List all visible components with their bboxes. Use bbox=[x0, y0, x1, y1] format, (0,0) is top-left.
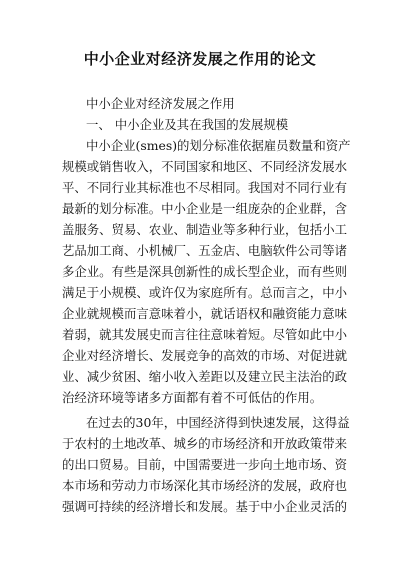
section-heading: 一、 中小企业及其在我国的发展规模 bbox=[86, 117, 289, 132]
paragraph-line: 在过去的30年，中国经济得到快速发展，这得益 bbox=[86, 415, 350, 430]
paragraph-line: 规模或销售收入，不同国家和地区、不同经济发展水 bbox=[62, 159, 347, 174]
document-title: 中小企业对经济发展之作用的论文 bbox=[83, 50, 317, 68]
paragraph-line: 艺品加工商、小机械厂、五金店、电脑软件公司等诸 bbox=[62, 243, 347, 258]
paragraph-line: 强调可持续的经济增长和发展。基于中小企业灵活的 bbox=[62, 499, 347, 514]
paragraph-line: 多企业。有些是深具创新性的成长型企业，而有些则 bbox=[62, 264, 347, 279]
paragraph-line: 本市场和劳动力市场深化其市场经济的发展，政府也 bbox=[62, 478, 347, 493]
paragraph-line: 企业对经济增长、发展竞争的高效的市场、对促进就 bbox=[62, 348, 347, 363]
paragraph-line: 平、不同行业其标准也不尽相同。我国对不同行业有 bbox=[62, 180, 347, 195]
paragraph-line: 盖服务、贸易、农业、制造业等多种行业，包括小工 bbox=[62, 222, 347, 237]
paragraph-line: 着弱，就其发展史而言往往意味着短。尽管如此中小 bbox=[62, 327, 347, 342]
paragraph-line: 企业就规模而言意味着小，就话语权和融资能力意味 bbox=[62, 306, 347, 321]
paragraph-line: 中小企业对经济发展之作用 bbox=[86, 96, 235, 111]
paragraph-line: 最新的划分标准。中小企业是一组庞杂的企业群，含 bbox=[62, 201, 347, 216]
paragraph-line: 业、减少贫困、缩小收入差距以及建立民主法治的政 bbox=[62, 369, 347, 384]
paragraph-line: 的出口贸易。目前，中国需要进一步向土地市场、资 bbox=[62, 457, 347, 472]
paragraph-line: 满足于小规模、或许仅为家庭所有。总而言之，中小 bbox=[62, 285, 347, 300]
paragraph-line: 治经济环境等诸多方面都有着不可低估的作用。 bbox=[62, 390, 323, 405]
paragraph-line: 于农村的土地改革、城乡的市场经济和开放政策带来 bbox=[62, 436, 347, 451]
paragraph-line: 中小企业(smes)的划分标准依据雇员数量和资产 bbox=[86, 138, 351, 153]
